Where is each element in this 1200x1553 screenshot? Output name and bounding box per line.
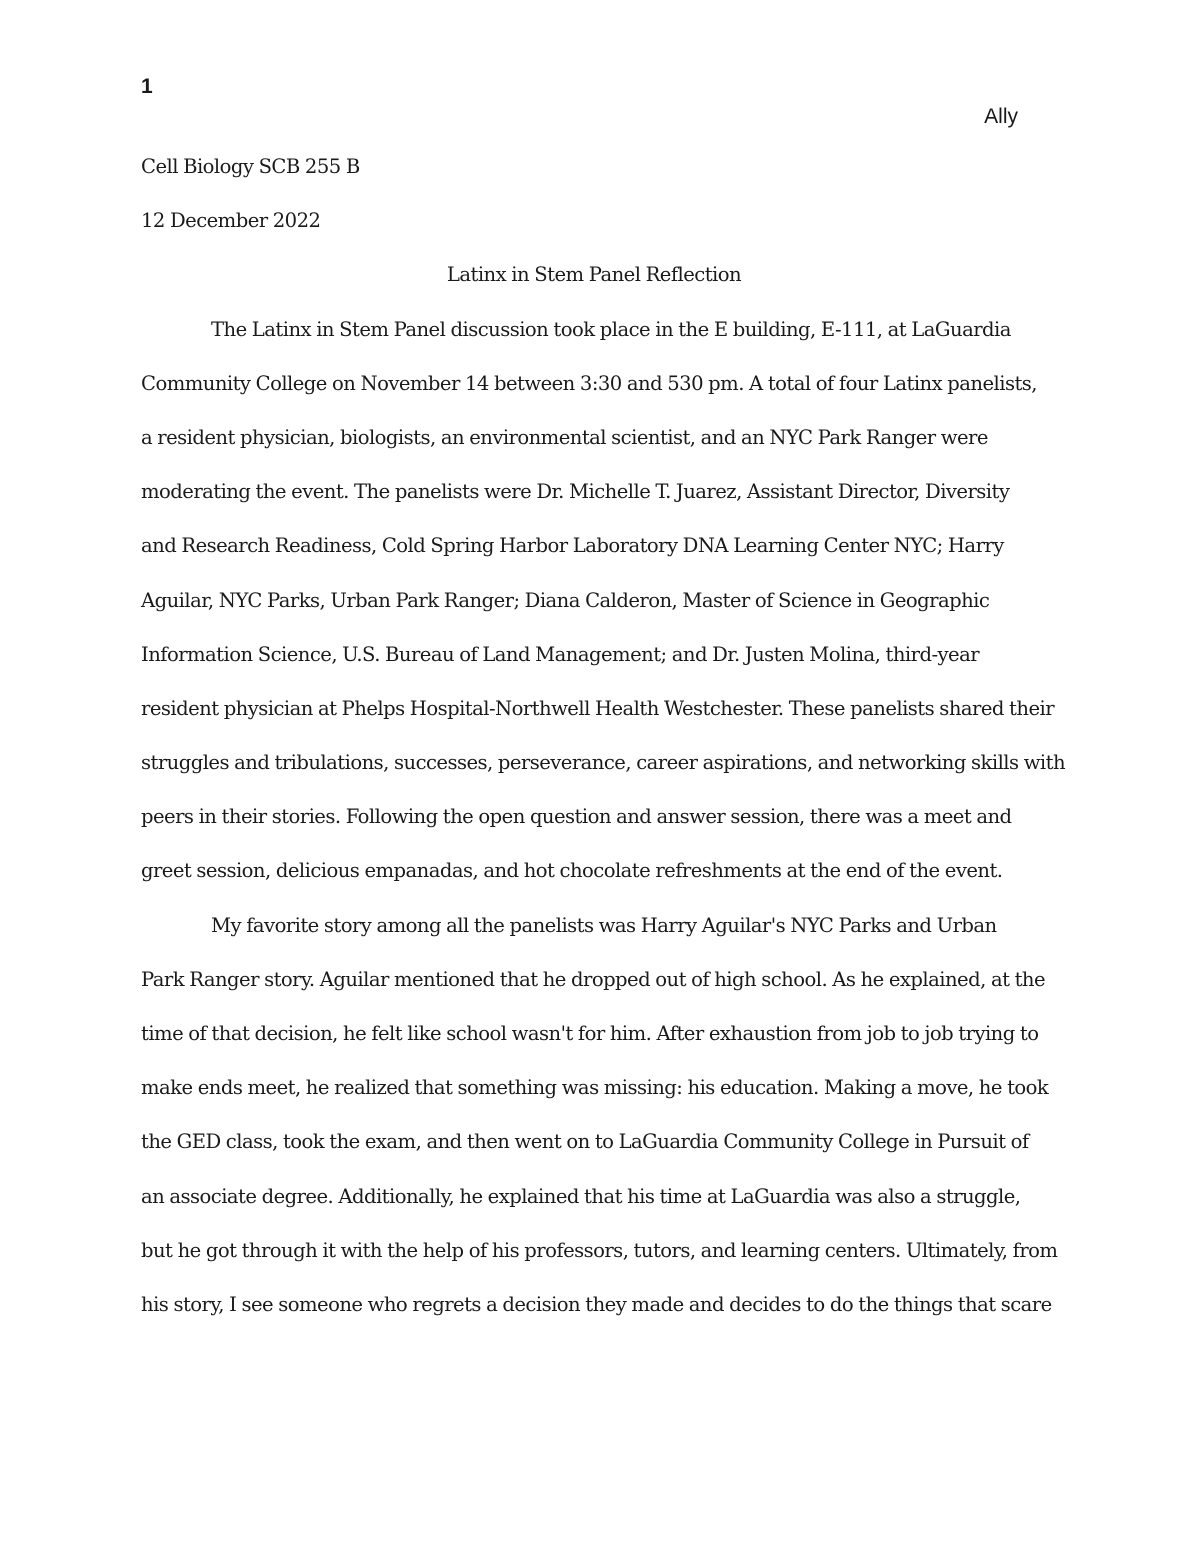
- text-line: resident physician at Phelps Hospital-Northwell Health Westchester. These panelists shared their: [141, 696, 1055, 720]
- text-line: Aguilar, NYC Parks, Urban Park Ranger; Diana Calderon, Master of Science in Geographic: [141, 588, 990, 612]
- text-line: peers in their stories. Following the open question and answer session, there was a meet and: [141, 805, 1012, 829]
- text-line: make ends meet, he realized that something was missing: his education. Making a move, he took: [141, 1076, 1049, 1100]
- page-number: 1: [141, 75, 153, 98]
- text-line: greet session, delicious empanadas, and hot chocolate refreshments at the end of the event.: [141, 859, 1003, 883]
- text-line: the GED class, took the exam, and then went on to LaGuardia Community College in Pursuit of: [141, 1130, 1029, 1154]
- text-line: time of that decision, he felt like school wasn't for him. After exhaustion from job to job trying to: [141, 1022, 1039, 1045]
- text-line: struggles and tribulations, successes, perseverance, career aspirations, and networking skills with: [141, 751, 1066, 775]
- date-line: 12 December 2022: [141, 209, 321, 233]
- text-line: My favorite story among all the panelists was Harry Aguilar's NYC Parks and Urban: [211, 913, 997, 937]
- text-line: Park Ranger story. Aguilar mentioned that he dropped out of high school. As he explained, at the: [141, 967, 1046, 991]
- paragraph-1: [141, 303, 1066, 899]
- text-line: an associate degree. Additionally, he explained that his time at LaGuardia was also a struggle,: [141, 1184, 1021, 1208]
- text-line: Community College on November 14 between 3:30 and 530 pm. A total of four Latinx panelists,: [141, 371, 1037, 395]
- text-line: Information Science, U.S. Bureau of Land Management; and Dr. Justen Molina, third-year: [141, 642, 980, 666]
- text-line: but he got through it with the help of his professors, tutors, and learning centers. Ultimately, from: [141, 1238, 1058, 1262]
- text-line: and Research Readiness, Cold Spring Harbor Laboratory DNA Learning Center NYC; Harry: [141, 534, 1004, 558]
- document-title: Latinx in Stem Panel Reflection: [446, 263, 742, 287]
- text-line: The Latinx in Stem Panel discussion took place in the E building, E-111, at LaGuardia: [211, 317, 1011, 341]
- text-line: a resident physician, biologists, an environmental scientist, and an NYC Park Ranger were: [141, 425, 988, 449]
- course-line: Cell Biology SCB 255 B: [141, 155, 360, 178]
- paragraph-2: [141, 899, 1061, 1333]
- header-author-name: Ally: [984, 105, 1018, 128]
- text-line: moderating the event. The panelists were Dr. Michelle T. Juarez, Assistant Director, Diversity: [141, 480, 1010, 504]
- text-line: his story, I see someone who regrets a decision they made and decides to do the things that scare: [141, 1292, 1052, 1316]
- document-body: [141, 140, 1066, 1332]
